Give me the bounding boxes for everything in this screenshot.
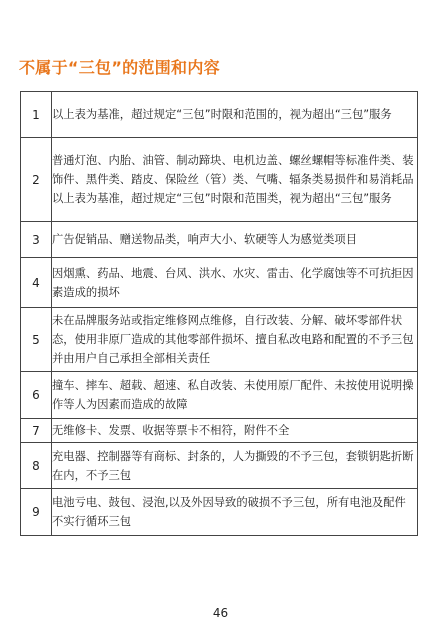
table-row <box>21 372 418 419</box>
row-number: 4 <box>21 258 52 308</box>
page-number: 46 <box>212 606 229 620</box>
table-row <box>21 138 418 222</box>
table-row <box>21 419 418 443</box>
row-text: 撞车、摔车、超载、超速、私自改装、未使用原厂配件、未按使用说明操作等人为因素而造成的故障 <box>52 372 418 419</box>
exclusions-table <box>20 91 418 536</box>
table-row <box>21 443 418 489</box>
page-title: 不属于“三包”的范围和内容 <box>19 58 220 77</box>
table-row <box>21 308 418 372</box>
row-text: 因烟熏、药品、地震、台风、洪水、水灾、雷击、化学腐蚀等不可抗拒因素造成的损坏 <box>52 258 418 308</box>
row-text: 未在品牌服务站或指定维修网点维修，自行改装、分解、破坏零部件状态，使用非原厂造成的其他零部件损坏、擅自私改电路和配置的不予三包并由用户自己承担全部相关责任 <box>52 308 418 372</box>
row-text: 电池亏电、鼓包、浸泡,以及外因导致的破损不予三包，所有电池及配件不实行循环三包 <box>52 489 418 536</box>
table-row <box>21 222 418 258</box>
row-number: 2 <box>21 138 52 222</box>
row-text: 广告促销品、赠送物品类，响声大小、软硬等人为感觉类项目 <box>52 222 418 258</box>
row-number: 3 <box>21 222 52 258</box>
row-number: 9 <box>21 489 52 536</box>
row-number: 8 <box>21 443 52 489</box>
table-row <box>21 258 418 308</box>
row-number: 6 <box>21 372 52 419</box>
row-text: 无维修卡、发票、收据等票卡不相符，附件不全 <box>52 419 418 443</box>
row-text: 充电器、控制器等有商标、封条的，人为撕毁的不予三包，套锁钥匙折断在内，不予三包 <box>52 443 418 489</box>
row-number: 7 <box>21 419 52 443</box>
table-row <box>21 489 418 536</box>
row-number: 5 <box>21 308 52 372</box>
table-row <box>21 92 418 138</box>
row-number: 1 <box>21 92 52 138</box>
row-text: 以上表为基准，超过规定“三包”时限和范围的，视为超出“三包”服务 <box>52 92 418 138</box>
row-text: 普通灯泡、内胎、油管、制动蹄块、电机边盖、螺丝螺帽等标准件类、装饰件、黑件类、踏皮、保险丝（管）类、气嘴、辐条类易损件和易消耗品以上表为基准，超过规定“三包”时限和范围类，视为超出“三包”服务 <box>52 138 418 222</box>
